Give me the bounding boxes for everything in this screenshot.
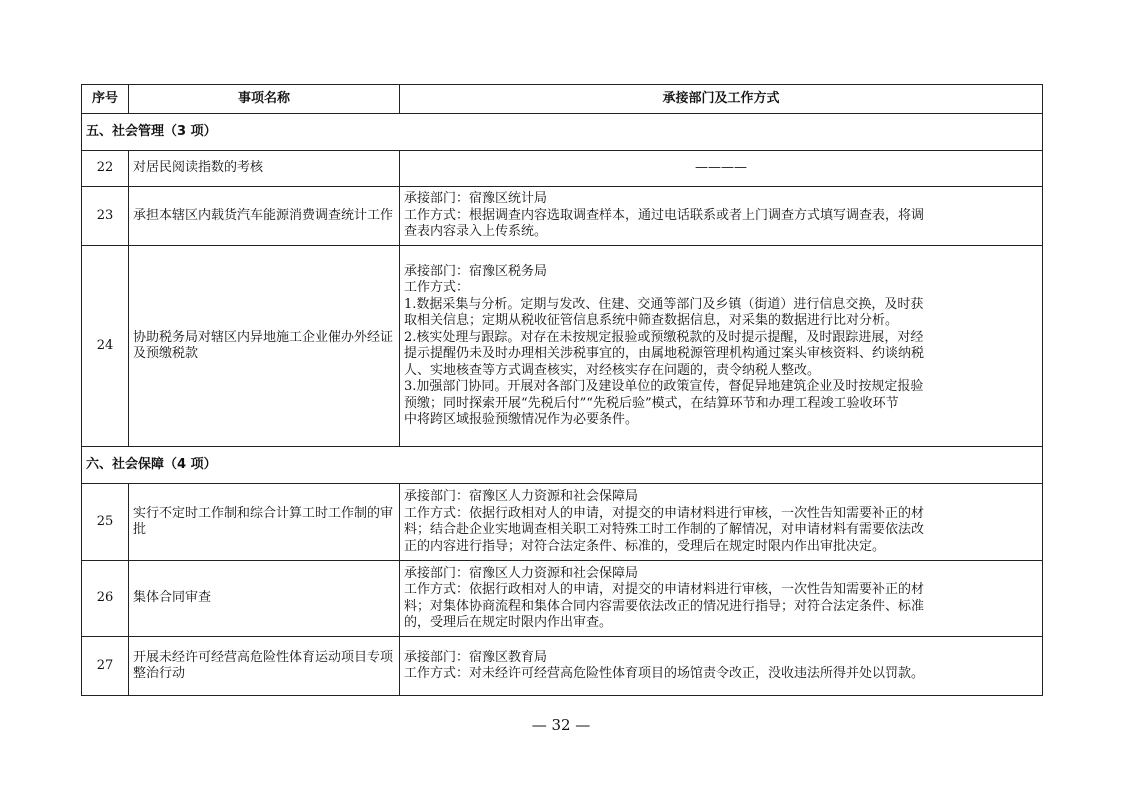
detail-line: 料；对集体协商流程和集体合同内容需要依法改正的情况进行指导；对符合法定条件、标准 <box>404 598 925 614</box>
row-detail <box>400 246 1043 447</box>
detail-line: 工作方式：依据行政相对人的申请，对提交的申请材料进行审核，一次性告知需要补正的材 <box>404 582 925 597</box>
table-row <box>82 246 1043 447</box>
row-number: 24 <box>82 246 129 447</box>
empty-dash: ———— <box>695 160 747 176</box>
detail-line: 工作方式：根据调查内容选取调查样本，通过电话联系或者上门调查方式填写调查表，将调 <box>404 207 925 223</box>
row-detail <box>400 561 1043 637</box>
row-name: 开展未经许可经营高危险性体育运动项目专项整治行动 <box>129 637 400 696</box>
section-row <box>82 114 1043 151</box>
detail-line: 承接部门：宿豫区人力资源和社会保障局 <box>404 489 639 504</box>
section-title: 六、社会保障（4 项） <box>82 447 1043 484</box>
row-name: 承担本辖区内载货汽车能源消费调查统计工作 <box>129 187 400 246</box>
row-number: 23 <box>82 187 129 246</box>
row-number: 26 <box>82 561 129 637</box>
row-detail <box>400 151 1043 187</box>
section-title: 五、社会管理（3 项） <box>82 114 1043 151</box>
table-row <box>82 187 1043 246</box>
detail-line: 工作方式： <box>404 280 470 295</box>
detail-line: 工作方式：依据行政相对人的申请，对提交的申请材料进行审核，一次性告知需要补正的材 <box>404 505 925 521</box>
row-detail <box>400 187 1043 246</box>
detail-line: 工作方式：对未经许可经营高危险性体育项目的场馆责令改正，没收违法所得并处以罚款。 <box>404 666 925 681</box>
row-name: 实行不定时工作制和综合计算工时工作制的审批 <box>129 484 400 561</box>
page-number: — 32 — <box>531 716 591 734</box>
detail-line: 1.数据采集与分析。定期与发改、住建、交通等部门及乡镇（街道）进行信息交换，及时获 <box>404 296 924 312</box>
row-number: 27 <box>82 637 129 696</box>
row-number: 25 <box>82 484 129 561</box>
row-detail <box>400 484 1043 561</box>
header-name: 事项名称 <box>129 85 400 114</box>
detail-line: 人、实地核查等方式调查核实，对经核实存在问题的，责令纳税人整改。 <box>404 362 821 378</box>
table-row <box>82 637 1043 696</box>
detail-line: 承接部门：宿豫区统计局 <box>404 191 548 207</box>
detail-line: 承接部门：宿豫区税务局 <box>404 263 548 279</box>
detail-line: 查表内容录入上传系统。 <box>404 224 548 240</box>
row-name: 集体合同审查 <box>129 561 400 637</box>
detail-line: 的，受理后在规定时限内作出审查。 <box>404 615 613 630</box>
section-row <box>82 447 1043 484</box>
table-row <box>82 561 1043 637</box>
detail-line: 正的内容进行指导；对符合法定条件、标准的，受理后在规定时限内作出审批决定。 <box>404 538 886 554</box>
detail-line: 3.加强部门协同。开展对各部门及建设单位的政策宣传，督促异地建筑企业及时按规定报验 <box>404 379 924 394</box>
header-detail: 承接部门及工作方式 <box>400 85 1043 114</box>
document-table <box>81 84 1043 696</box>
row-name: 对居民阅读指数的考核 <box>129 151 400 187</box>
detail-line: 提示提醒仍未及时办理相关涉税事宜的，由属地税源管理机构通过案头审核资料、约谈纳税 <box>404 346 925 361</box>
table-row <box>82 484 1043 561</box>
detail-line: 承接部门：宿豫区人力资源和社会保障局 <box>404 565 639 581</box>
table-row <box>82 151 1043 187</box>
detail-line: 中将跨区域报验预缴情况作为必要条件。 <box>404 412 639 427</box>
header-no: 序号 <box>82 85 129 114</box>
row-name: 协助税务局对辖区内异地施工企业催办外经证及预缴税款 <box>129 246 400 447</box>
table-header-row <box>82 85 1043 114</box>
detail-line: 料；结合赴企业实地调查相关职工对特殊工时工作制的了解情况，对申请材料有需要依法改 <box>404 522 925 537</box>
detail-line: 2.核实处理与跟踪。对存在未按规定报验或预缴税款的及时提示提醒，及时跟踪进展，对经 <box>404 329 924 345</box>
detail-line: 承接部门：宿豫区教育局 <box>404 649 548 665</box>
row-detail <box>400 637 1043 696</box>
detail-line: 取相关信息；定期从税收征管信息系统中筛查数据信息，对采集的数据进行比对分析。 <box>404 313 899 328</box>
detail-line: 预缴；同时探索开展“先税后付”“先税后验”模式，在结算环节和办理工程竣工验收环节 <box>404 395 899 411</box>
row-number: 22 <box>82 151 129 187</box>
